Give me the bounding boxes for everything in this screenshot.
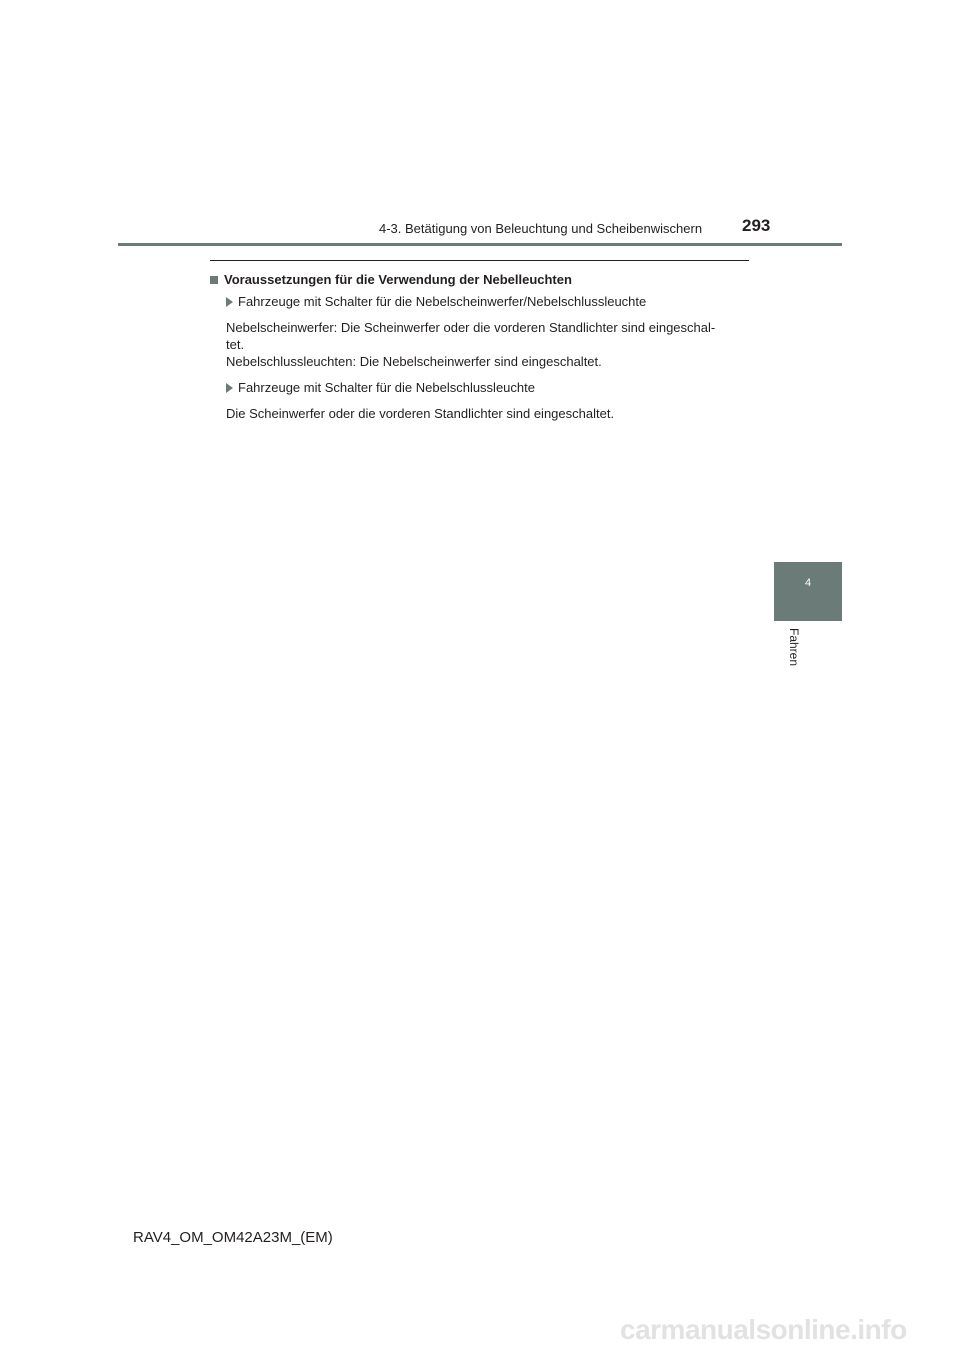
main-content xyxy=(210,271,749,431)
chapter-tab xyxy=(774,562,842,621)
paragraph-fog-rear xyxy=(226,405,749,422)
sub-heading-fog-rear xyxy=(226,379,749,396)
paragraph-fog-front-rear xyxy=(226,319,749,370)
paragraph-line: tet. xyxy=(226,337,245,352)
running-header-title: 4-3. Betätigung von Beleuchtung und Scheibenwischern xyxy=(379,221,703,236)
triangle-bullet-icon xyxy=(226,383,233,393)
paragraph-line: Nebelschlussleuchten: Die Nebelscheinwerfer sind eingeschaltet. xyxy=(226,354,602,369)
paragraph-line: Die Scheinwerfer oder die vorderen Standlichter sind eingeschaltet. xyxy=(226,406,615,421)
section-heading xyxy=(210,271,749,288)
footer-document-code: RAV4_OM_OM42A23M_(EM) xyxy=(133,1229,333,1246)
paragraph-line: Nebelscheinwerfer: Die Scheinwerfer oder die vorderen Standlichter sind eingeschal- xyxy=(226,320,716,335)
sub-heading-text: Fahrzeuge mit Schalter für die Nebelschlussleuchte xyxy=(238,380,535,395)
triangle-bullet-icon xyxy=(226,297,233,307)
watermark-text: carmanualsonline.info xyxy=(620,1314,907,1345)
chapter-label: Fahren xyxy=(787,628,801,667)
sub-heading-fog-front-rear xyxy=(226,293,749,310)
section-divider xyxy=(210,260,749,261)
square-bullet-icon xyxy=(210,276,218,284)
chapter-number: 4 xyxy=(804,577,812,589)
section-heading-text: Voraussetzungen für die Verwendung der Nebelleuchten xyxy=(224,272,572,287)
page-number: 293 xyxy=(742,216,771,235)
sub-heading-text: Fahrzeuge mit Schalter für die Nebelscheinwerfer/Nebelschlussleuchte xyxy=(238,294,647,309)
header-rule xyxy=(118,243,842,246)
